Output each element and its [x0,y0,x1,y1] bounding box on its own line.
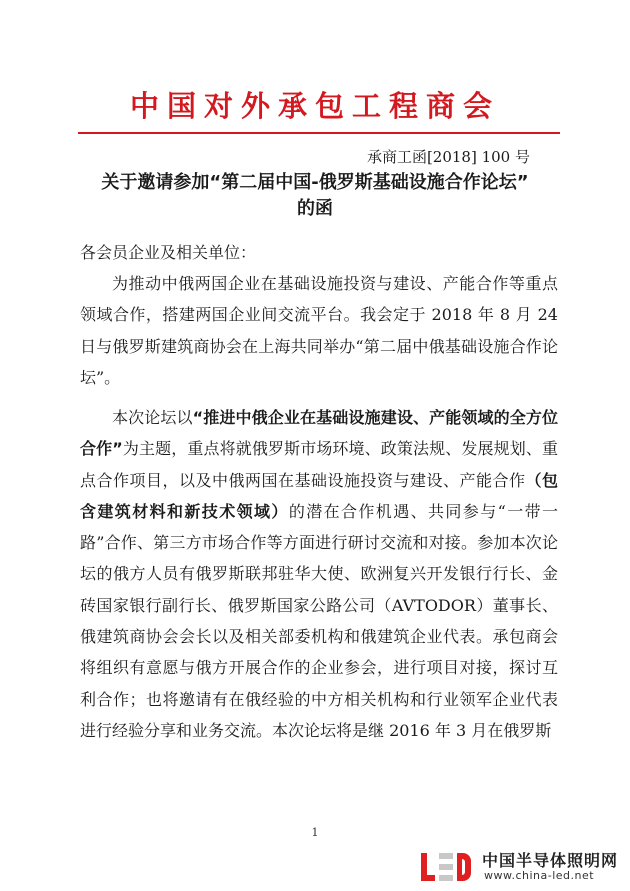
paragraph-2-part-2: 为主题，重点将就俄罗斯市场环境、政策法规、发展规划、重点合作项目，以及中俄两国在基础设施投资与建设、产能合作 [80,439,558,490]
led-logo-icon [420,850,472,884]
title-line-1: 关于邀请参加“第二届中国-俄罗斯基础设施合作论坛” [101,172,529,193]
site-watermark [420,846,625,886]
document-title [70,170,560,222]
document-number: 承商工函[2018] 100 号 [366,148,530,166]
fields-note: （包含建筑材料和新技术领域） [80,470,558,521]
paragraph-2-part-1: 本次论坛以 [112,408,193,427]
page-number: 1 [311,826,319,839]
letterhead-org-name: 中国对外承包工程商会 [129,89,500,123]
salutation: 各会员企业及相关单位： [80,243,257,262]
watermark-site-name: 中国半导体照明网 [482,851,619,870]
title-line-2: 的函 [297,198,333,219]
paragraph-1-text: 为推动中俄两国企业在基础设施投资与建设、产能合作等重点领域合作，搭建两国企业间交流平台。我会定于 2018 年 8 月 24 日与俄罗斯建筑商协会在上海共同举办“第二届中俄基础设施合作论坛”。 [80,274,558,387]
paragraph-2 [80,402,558,746]
letterhead-divider [78,132,560,134]
paragraph-1 [80,268,558,393]
paragraph-2-part-3: 的潜在合作机遇、共同参与“一带一路”合作、第三方市场合作等方面进行研讨交流和对接。参加本次论坛的俄方人员有俄罗斯联邦驻华大使、欧洲复兴开发银行行长、金砖国家银行副行长、俄罗斯国家公路公司（AVTODOR）董事长、俄建筑商协会会长以及相关部委机构和俄建筑企业代表。承包商会将组织有意愿与俄方开展合作的企业参会，进行项目对接，探讨互利合作；也将邀请有在俄经验的中方相关机构和行业领军企业代表进行经验分享和业务交流。本次论坛将是继 2016 年 3 月在俄罗斯 [80,501,558,740]
watermark-url: www.china-led.net [484,869,595,882]
paragraph-2-text [80,402,558,746]
forum-theme: “推进中俄企业在基础设施建设、产能领域的全方位合作” [80,408,558,459]
